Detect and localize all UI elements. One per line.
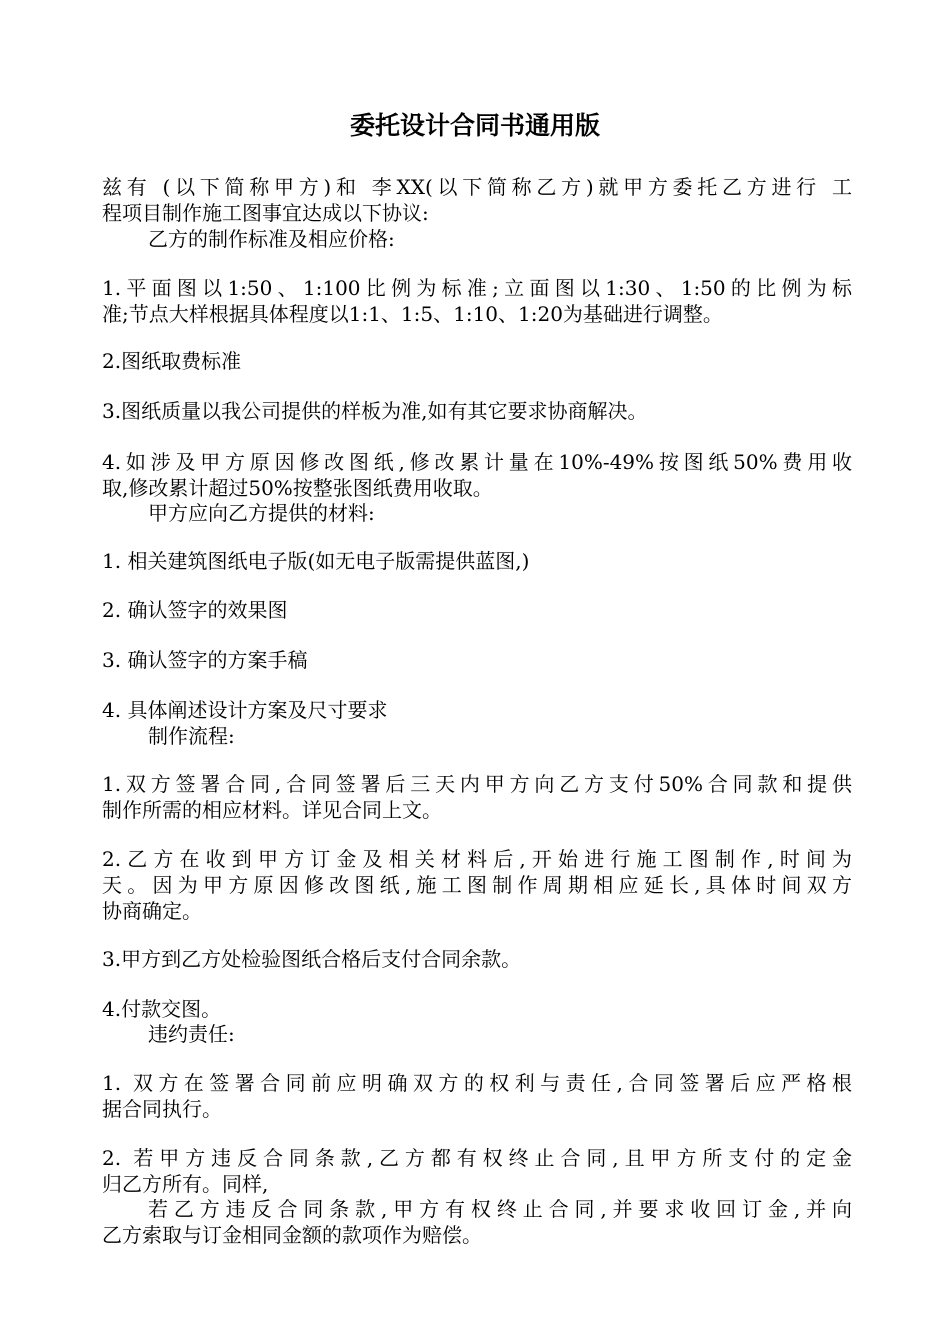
process-item-2-line-1: 2.乙方在收到甲方订金及相关材料后,开始进行施工图制作,时间为 [102, 847, 852, 871]
liability-item-1-line-2: 据合同执行。 [102, 1097, 222, 1121]
intro-line-1: 兹有 (以下简称甲方)和 李XX(以下简称乙方)就甲方委托乙方进行 工 [102, 175, 852, 199]
document-title: 委托设计合同书通用版 [349, 111, 600, 140]
standards-item-1-line-1: 1.平面图以1:50、1:100比例为标准;立面图以1:30、1:50的比例为标 [102, 276, 852, 300]
standards-item-4-line-2: 取,修改累计超过50%按整张图纸费用收取。 [102, 476, 493, 500]
section-heading-standards: 乙方的制作标准及相应价格: [148, 227, 395, 251]
section-heading-process: 制作流程: [148, 724, 235, 748]
process-item-2-line-3: 协商确定。 [102, 899, 202, 923]
liability-item-2-line-1: 2. 若甲方违反合同条款,乙方都有权终止合同,且甲方所支付的定金 [102, 1146, 852, 1170]
intro-line-2: 程项目制作施工图事宜达成以下协议: [102, 201, 429, 225]
liability-item-1-line-1: 1. 双方在签署合同前应明确双方的权利与责任,合同签署后应严格根 [102, 1071, 852, 1095]
section-heading-materials: 甲方应向乙方提供的材料: [148, 501, 375, 525]
process-item-3: 3.甲方到乙方处检验图纸合格后支付合同余款。 [102, 947, 522, 971]
materials-item-2: 2. 确认签字的效果图 [102, 598, 288, 622]
liability-item-3-line-2: 乙方索取与订金相同金额的款项作为赔偿。 [102, 1223, 482, 1247]
standards-item-2: 2.图纸取费标准 [102, 349, 242, 373]
process-item-4: 4.付款交图。 [102, 997, 222, 1021]
materials-item-3: 3. 确认签字的方案手稿 [102, 648, 308, 672]
materials-item-1: 1. 相关建筑图纸电子版(如无电子版需提供蓝图,) [102, 549, 530, 573]
section-heading-liability: 违约责任: [148, 1022, 235, 1046]
standards-item-4-line-1: 4.如涉及甲方原因修改图纸,修改累计量在10%-49%按图纸50%费用收 [102, 450, 852, 474]
process-item-2-line-2: 天。因为甲方原因修改图纸,施工图制作周期相应延长,具体时间双方 [102, 873, 852, 897]
materials-item-4: 4. 具体阐述设计方案及尺寸要求 [102, 698, 388, 722]
liability-item-3-line-1: 若乙方违反合同条款,甲方有权终止合同,并要求收回订金,并向 [148, 1197, 852, 1221]
standards-item-3: 3.图纸质量以我公司提供的样板为准,如有其它要求协商解决。 [102, 399, 648, 423]
liability-item-2-line-2: 归乙方所有。同样, [102, 1172, 269, 1196]
standards-item-1-line-2: 准;节点大样根据具体程度以1:1、1:5、1:10、1:20为基础进行调整。 [102, 302, 723, 326]
process-item-1-line-2: 制作所需的相应材料。详见合同上文。 [102, 798, 442, 822]
process-item-1-line-1: 1.双方签署合同,合同签署后三天内甲方向乙方支付50%合同款和提供 [102, 772, 852, 796]
